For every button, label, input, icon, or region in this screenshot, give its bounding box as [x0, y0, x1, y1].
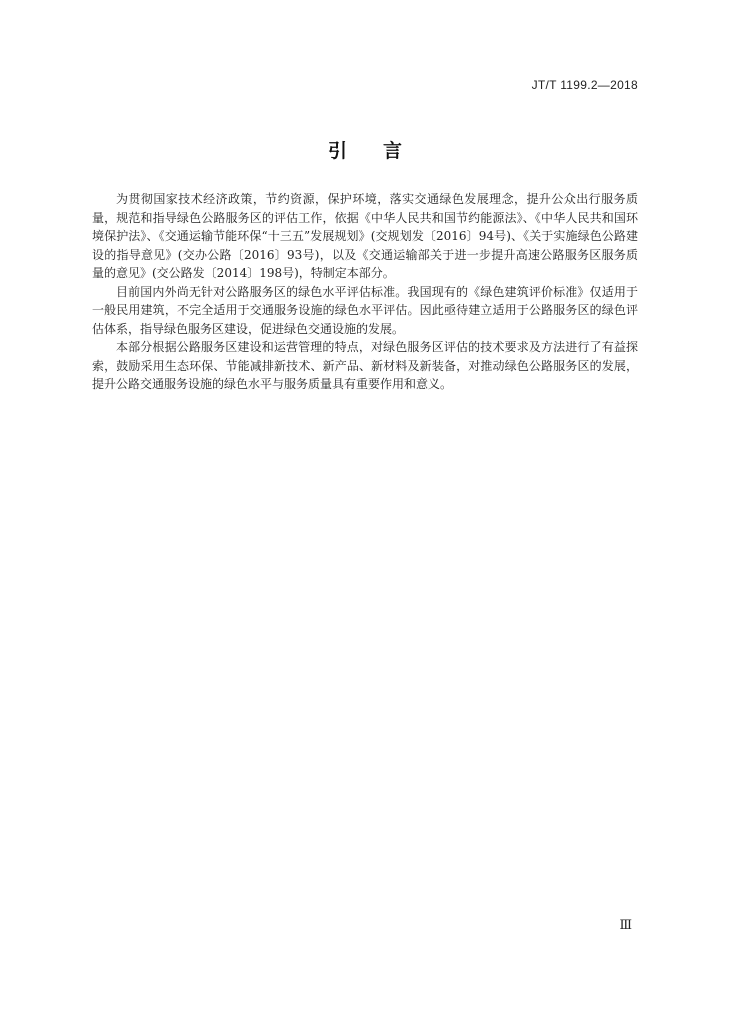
body-text	[92, 190, 638, 394]
page-number: Ⅲ	[619, 918, 632, 933]
page-title: 引言	[327, 140, 438, 162]
paragraph: 本部分根据公路服务区建设和运营管理的特点，对绿色服务区评估的技术要求及方法进行了有益探索，鼓励采用生态环保、节能减排新技术、新产品、新材料及新装备，对推动绿色公路服务区的发展，提升公路交通服务设施的绿色水平与服务质量具有重要作用和意义。	[92, 340, 638, 391]
paragraph: 目前国内外尚无针对公路服务区的绿色水平评估标准。我国现有的《绿色建筑评价标准》仅适用于一般民用建筑，不完全适用于交通服务设施的绿色水平评估。因此亟待建立适用于公路服务区的绿色评估体系，指导绿色服务区建设，促进绿色交通设施的发展。	[92, 284, 638, 336]
paragraph: 为贯彻国家技术经济政策，节约资源，保护环境，落实交通绿色发展理念，提升公众出行服务质量，规范和指导绿色公路服务区的评估工作，依据《中华人民共和国节约能源法》、《中华人民共和国环境保护法》、《交通运输节能环保“十三五”发展规划》(交规划发〔2016〕94号)、《关于实施绿色公路建设的指导意见》(交办公路〔2016〕93号)，以及《交通运输部关于进一步提升高速公路服务区服务质量的意见》(交公路发〔2014〕198号)，特制定本部分。	[92, 192, 638, 280]
standard-code: JT/T 1199.2—2018	[531, 78, 638, 92]
